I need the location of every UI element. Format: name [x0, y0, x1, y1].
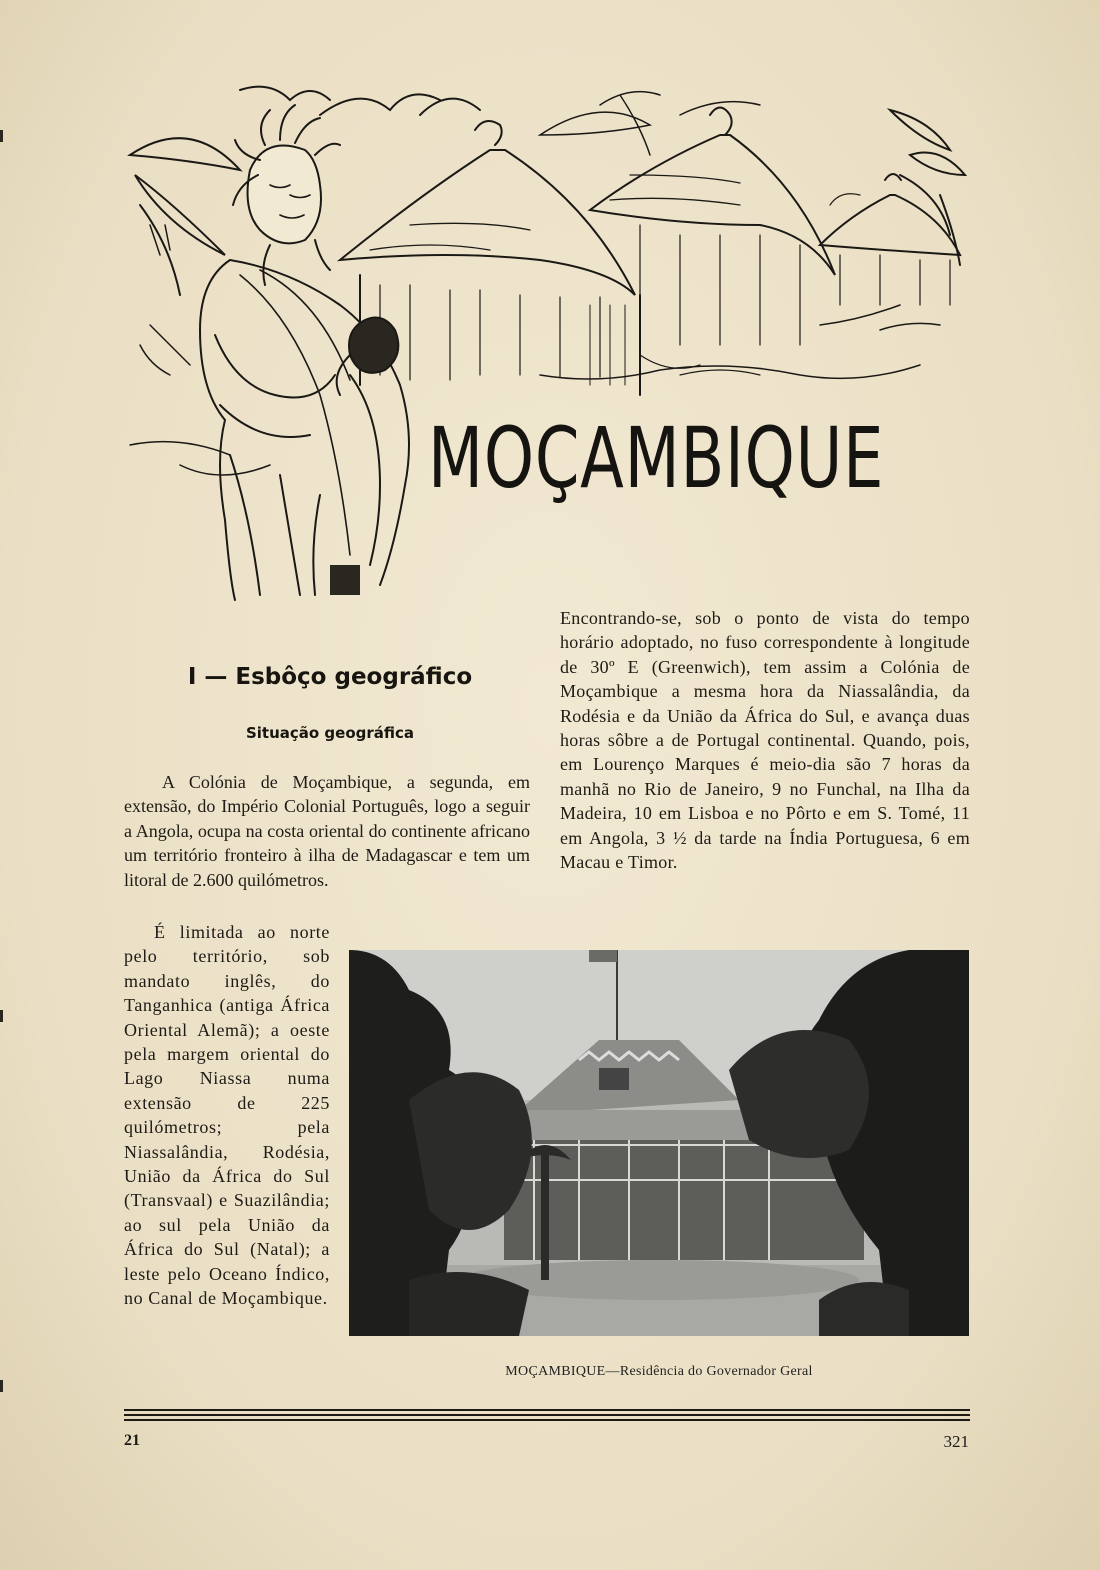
subheading: Situação geográfica	[245, 724, 415, 742]
page-number-left: 21	[124, 1432, 140, 1449]
governor-residence-photo	[349, 950, 969, 1336]
paragraph-1: A Colónia de Moçambique, a segunda, em extensão, do Império Colonial Português, logo a seguir a Angola, ocupa na costa oriental do continente africano um território fronteiro à ilha de Madagascar e tem um litoral de 2.600 quilómetros.	[124, 772, 530, 890]
divider-rule	[124, 1419, 970, 1421]
section-heading: I — Esbôço geográfico	[187, 664, 473, 690]
binding-mark	[0, 130, 3, 142]
header-illustration	[120, 75, 970, 605]
binding-mark	[0, 1380, 3, 1392]
paragraph-2: É limitada ao norte pelo território, sob mandato inglês, do Tanganhica (antiga África Oriental Alemã); a oeste pela margem oriental do Lago Niassa numa extensão de 225 quilómetros; pela Niassalândia, Rodésia, União da África do Sul (Transvaal) e Suazilândia; ao sul pela União da África do Sul (Natal); a leste pelo Oceano Índico, no Canal de Moçambique.	[124, 922, 330, 1309]
divider-rule	[124, 1414, 970, 1416]
binding-mark	[0, 1010, 3, 1022]
photo-caption: MOÇAMBIQUE—Residência do Governador Geral	[505, 1364, 813, 1379]
page-number-right: 321	[943, 1432, 969, 1451]
masthead-title: MOÇAMBIQUE	[428, 409, 885, 507]
paragraph-3: Encontrando-se, sob o ponto de vista do tempo horário adoptado, no fuso correspondente à longitude de 30º E (Greenwich), tem assim a Colónia de Moçambique a mesma hora da Niassalândia, da Rodésia e da União da África do Sul, e avança duas horas sôbre a de Portugal continental. Quando, pois, em Lourenço Marques é meio-dia são 7 horas da manhã no Rio de Janeiro, 9 no Funchal, na Ilha da Madeira, 10 em Lisboa e no Pôrto e em S. Tomé, 11 em Angola, 3 ½ da tarde na Índia Portuguesa, 6 em Macau e Timor.	[560, 608, 970, 873]
divider-rule	[124, 1409, 970, 1411]
